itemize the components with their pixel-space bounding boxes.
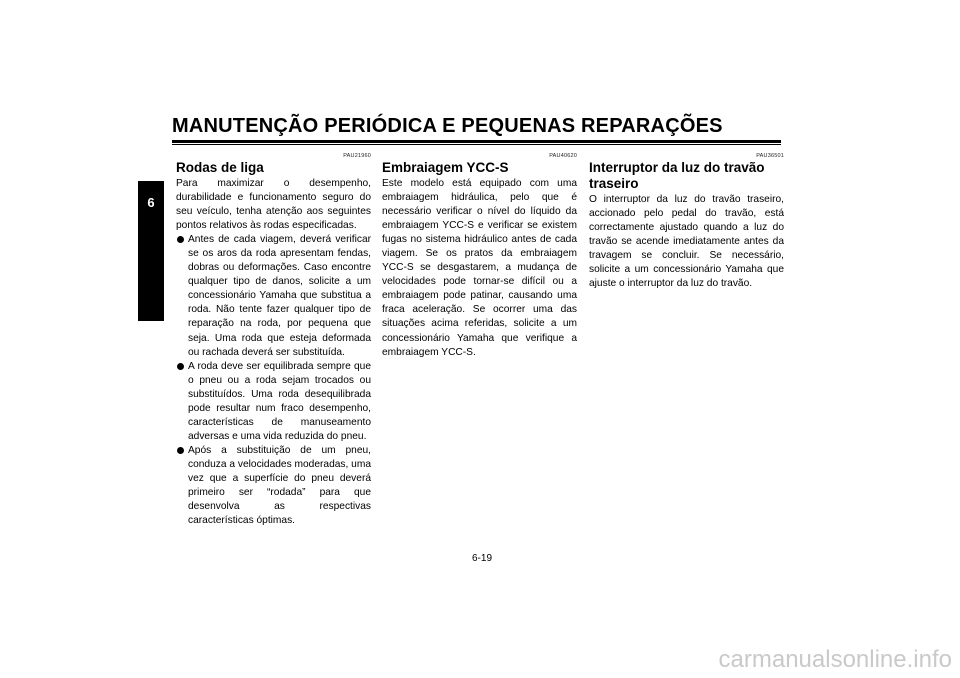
title-rule — [172, 140, 781, 143]
section-alloy-wheels — [176, 152, 371, 528]
section-intro: Este modelo está equipado com uma embraiagem hidráulica, pelo que é necessário verificar o nível do líquido da embraiagem YCC-S e verificar se existem fugas no sistema hidráulico antes de cada viagem. Se os pratos da embraiagem YCC-S se desgastarem, a mudança de velocidades pode tornar-se difícil ou a embraiagem pode patinar, causando uma fraca aceleração. Se ocorrer uma das situações acima referidas, solicite a um concessionário Yamaha que verifique a embraiagem YCC-S. — [382, 178, 577, 358]
bullet-dot-icon — [177, 236, 184, 243]
page-title: MANUTENÇÃO PERIÓDICA E PEQUENAS REPARAÇÕES — [172, 115, 723, 137]
section-heading: Embraiagem YCC-S — [382, 160, 509, 175]
list-item — [176, 360, 371, 444]
bullet-dot-icon — [177, 447, 184, 454]
section-intro: Para maximizar o desempenho, durabilidade e funcionamento seguro do seu veículo, tenha atenção aos seguintes pontos relativos às rodas especificadas. — [176, 178, 371, 232]
list-item — [176, 233, 371, 359]
section-code: PAU40620 — [549, 153, 577, 159]
chapter-tab-number: 6 — [147, 195, 155, 210]
section-brake-light-switch — [589, 152, 784, 291]
list-item-text: Após a substituição de um pneu, conduza a velocidades moderadas, uma vez que a superfície do pneu deverá primeiro ser “rodada” para que desenvolva as respectivas características óptimas. — [188, 444, 371, 527]
bullet-dot-icon — [177, 363, 184, 370]
section-code: PAU21960 — [343, 153, 371, 159]
section-heading: Interruptor da luz do travão traseiro — [589, 160, 765, 191]
section-code: PAU36501 — [756, 153, 784, 159]
section-ycc-s-clutch — [382, 152, 577, 360]
watermark: carmanualsonline.info — [718, 646, 952, 673]
section-heading: Rodas de liga — [176, 160, 264, 175]
title-rule-thin — [172, 144, 781, 145]
chapter-tab — [138, 181, 164, 321]
list-item-text: Antes de cada viagem, deverá verificar se os aros da roda apresentam fendas, dobras ou deformações. Caso encontre qualquer tipo de danos, solicite a um concessionário Yamaha que substitua a roda. Não tente fazer qualquer tipo de reparação na roda, por pequena que seja. Uma roda que esteja deformada ou rachada deverá ser substituída. — [188, 234, 371, 358]
section-intro: O interruptor da luz do travão traseiro, accionado pelo pedal do travão, está correctamente ajustado quando a luz do travão se acende imediatamente antes da travagem se concluir. Se necessário, solicite a um concessionário Yamaha que ajuste o interruptor da luz do travão. — [589, 194, 784, 290]
page-number: 6-19 — [471, 553, 492, 564]
list-item-text: A roda deve ser equilibrada sempre que o pneu ou a roda sejam trocados ou substituídos. Uma roda desequilibrada pode resultar num fraco desempenho, características de manuseamento adversas e uma vida reduzida do pneu. — [188, 360, 371, 442]
list-item — [176, 444, 371, 528]
bullet-list — [176, 233, 371, 528]
